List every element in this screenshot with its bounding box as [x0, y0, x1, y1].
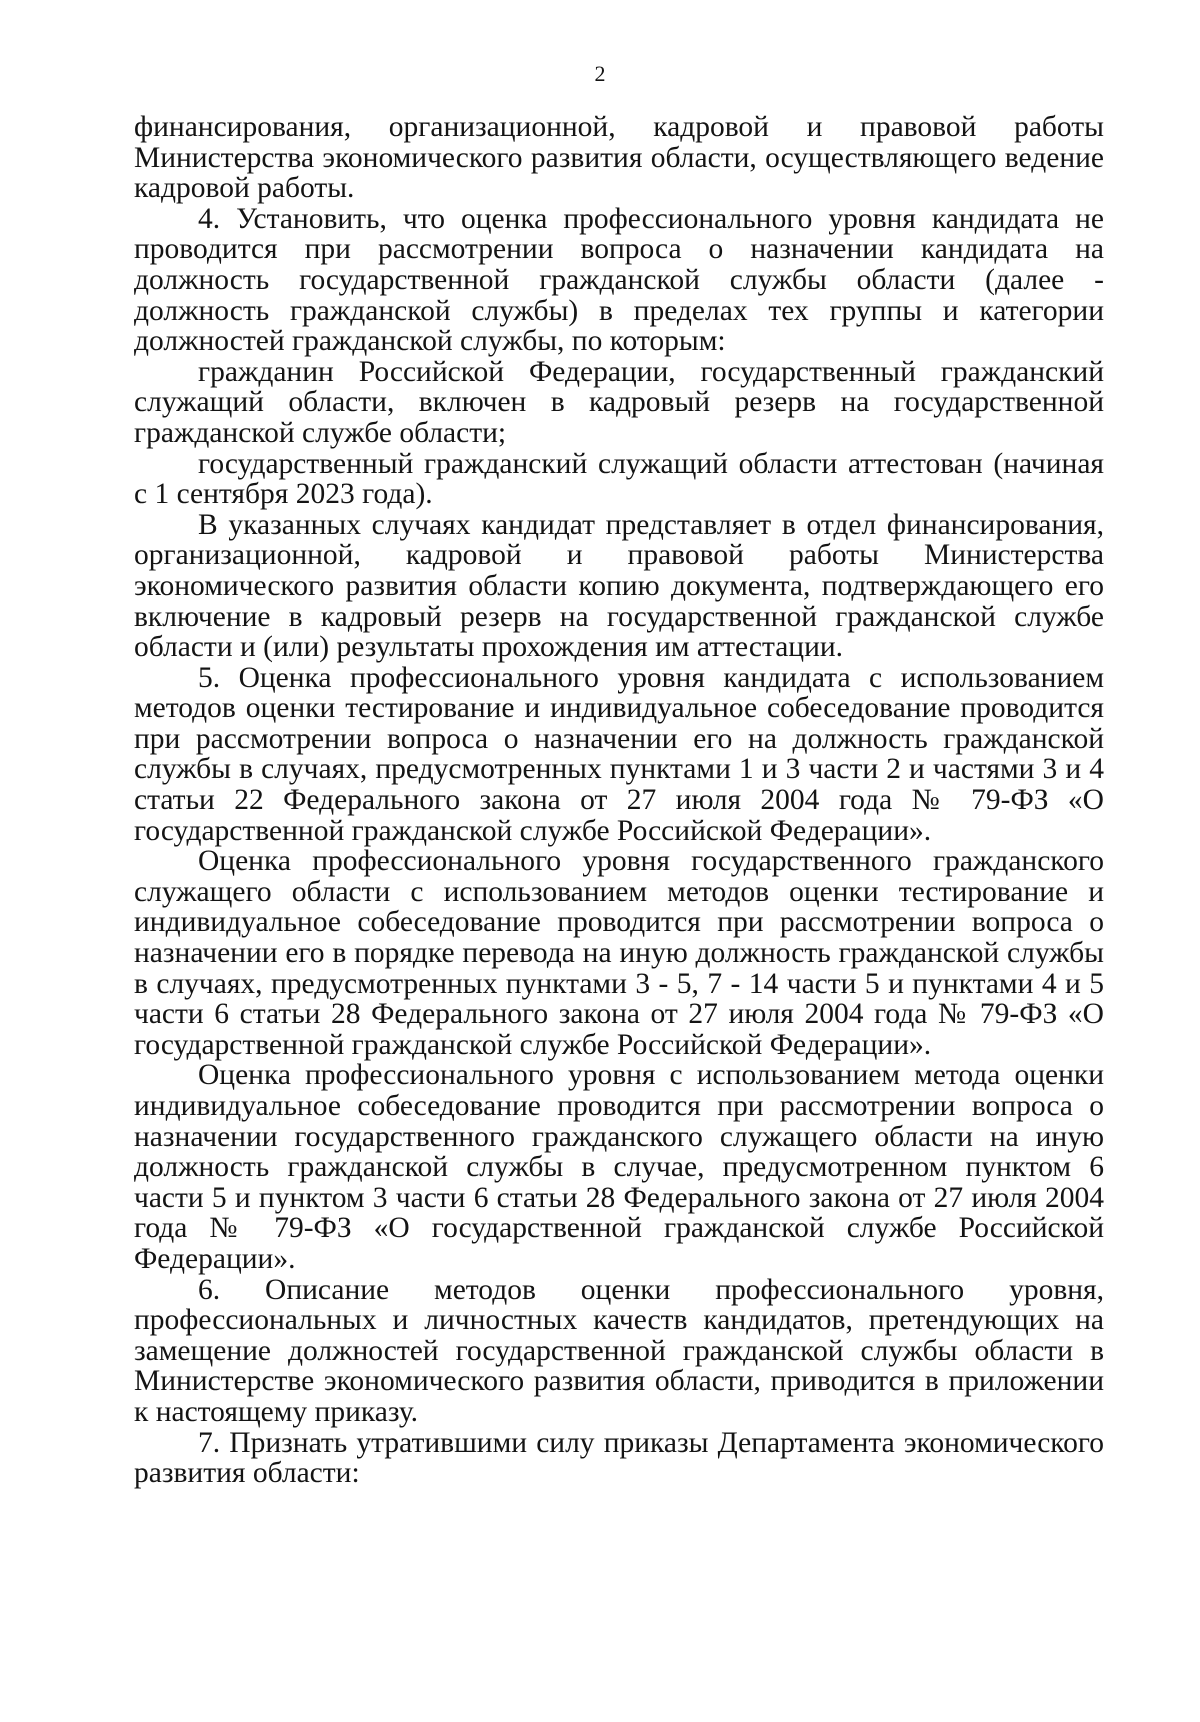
paragraph-item-6: 6. Описание методов оценки профессионального уровня, профессиональных и личностных качеств кандидатов, претендующих на замещение должностей государственной гражданской службы области в Министерстве экономического развития области, приводится в приложении к настоящему приказу.: [134, 1273, 1104, 1428]
page-number: 2: [594, 61, 606, 86]
paragraph-condition-reserve: гражданин Российской Федерации, государственный гражданский служащий области, включен в кадровый резерв на государственной гражданской службе области;: [134, 355, 1104, 449]
paragraph-interview-assessment: Оценка профессионального уровня с использованием метода оценки индивидуальное собеседование проводится при рассмотрении вопроса о назначении государственного гражданского служащего области на иную должность гражданской службы в случае, предусмотренном пунктом 6 части 5 и пунктом 3 части 6 статьи 28 Федерального закона от 27 июля 2004 года № 79-ФЗ «О государственной гражданской службе Российской Федерации».: [134, 1059, 1104, 1275]
paragraph-documents-submission: В указанных случаях кандидат представляет в отдел финансирования, организационной, кадровой и правовой работы Министерства экономического развития области копию документа, подтверждающего его включение в кадровый резерв на государственной гражданской службе области и (или) результаты прохождения им аттестации.: [134, 508, 1104, 664]
document-body: [134, 112, 1104, 1489]
paragraph-continuation: финансирования, организационной, кадровой и правовой работы Министерства экономического развития области, осуществляющего ведение кадровой работы.: [134, 111, 1104, 205]
paragraph-transfer-assessment: Оценка профессионального уровня государственного гражданского служащего области с использованием методов оценки тестирование и индивидуальное собеседование проводится при рассмотрении вопроса о назначении его в порядке перевода на иную должность гражданской службы в случаях, предусмотренных пунктами 3 - 5, 7 - 14 части 5 и пунктами 4 и 5 части 6 статьи 28 Федерального закона от 27 июля 2004 года № 79-ФЗ «О государственной гражданской службе Российской Федерации».: [134, 845, 1104, 1061]
paragraph-item-5: 5. Оценка профессионального уровня кандидата с использованием методов оценки тестирование и индивидуальное собеседование проводится при рассмотрении вопроса о назначении его на должность гражданской службы в случаях, предусмотренных пунктами 1 и 3 части 2 и частями 3 и 4 статьи 22 Федерального закона от 27 июля 2004 года № 79-ФЗ «О государственной гражданской службе Российской Федерации».: [134, 661, 1104, 847]
paragraph-item-4: 4. Установить, что оценка профессионального уровня кандидата не проводится при рассмотрении вопроса о назначении кандидата на должность государственной гражданской службы области (далее - должность гражданской службы) в пределах тех группы и категории должностей гражданской службы, по которым:: [134, 202, 1104, 358]
paragraph-item-7: 7. Признать утратившими силу приказы Департамента экономического развития области:: [134, 1426, 1104, 1490]
paragraph-condition-attestation: государственный гражданский служащий области аттестован (начиная с 1 сентября 2023 года).: [134, 447, 1104, 511]
